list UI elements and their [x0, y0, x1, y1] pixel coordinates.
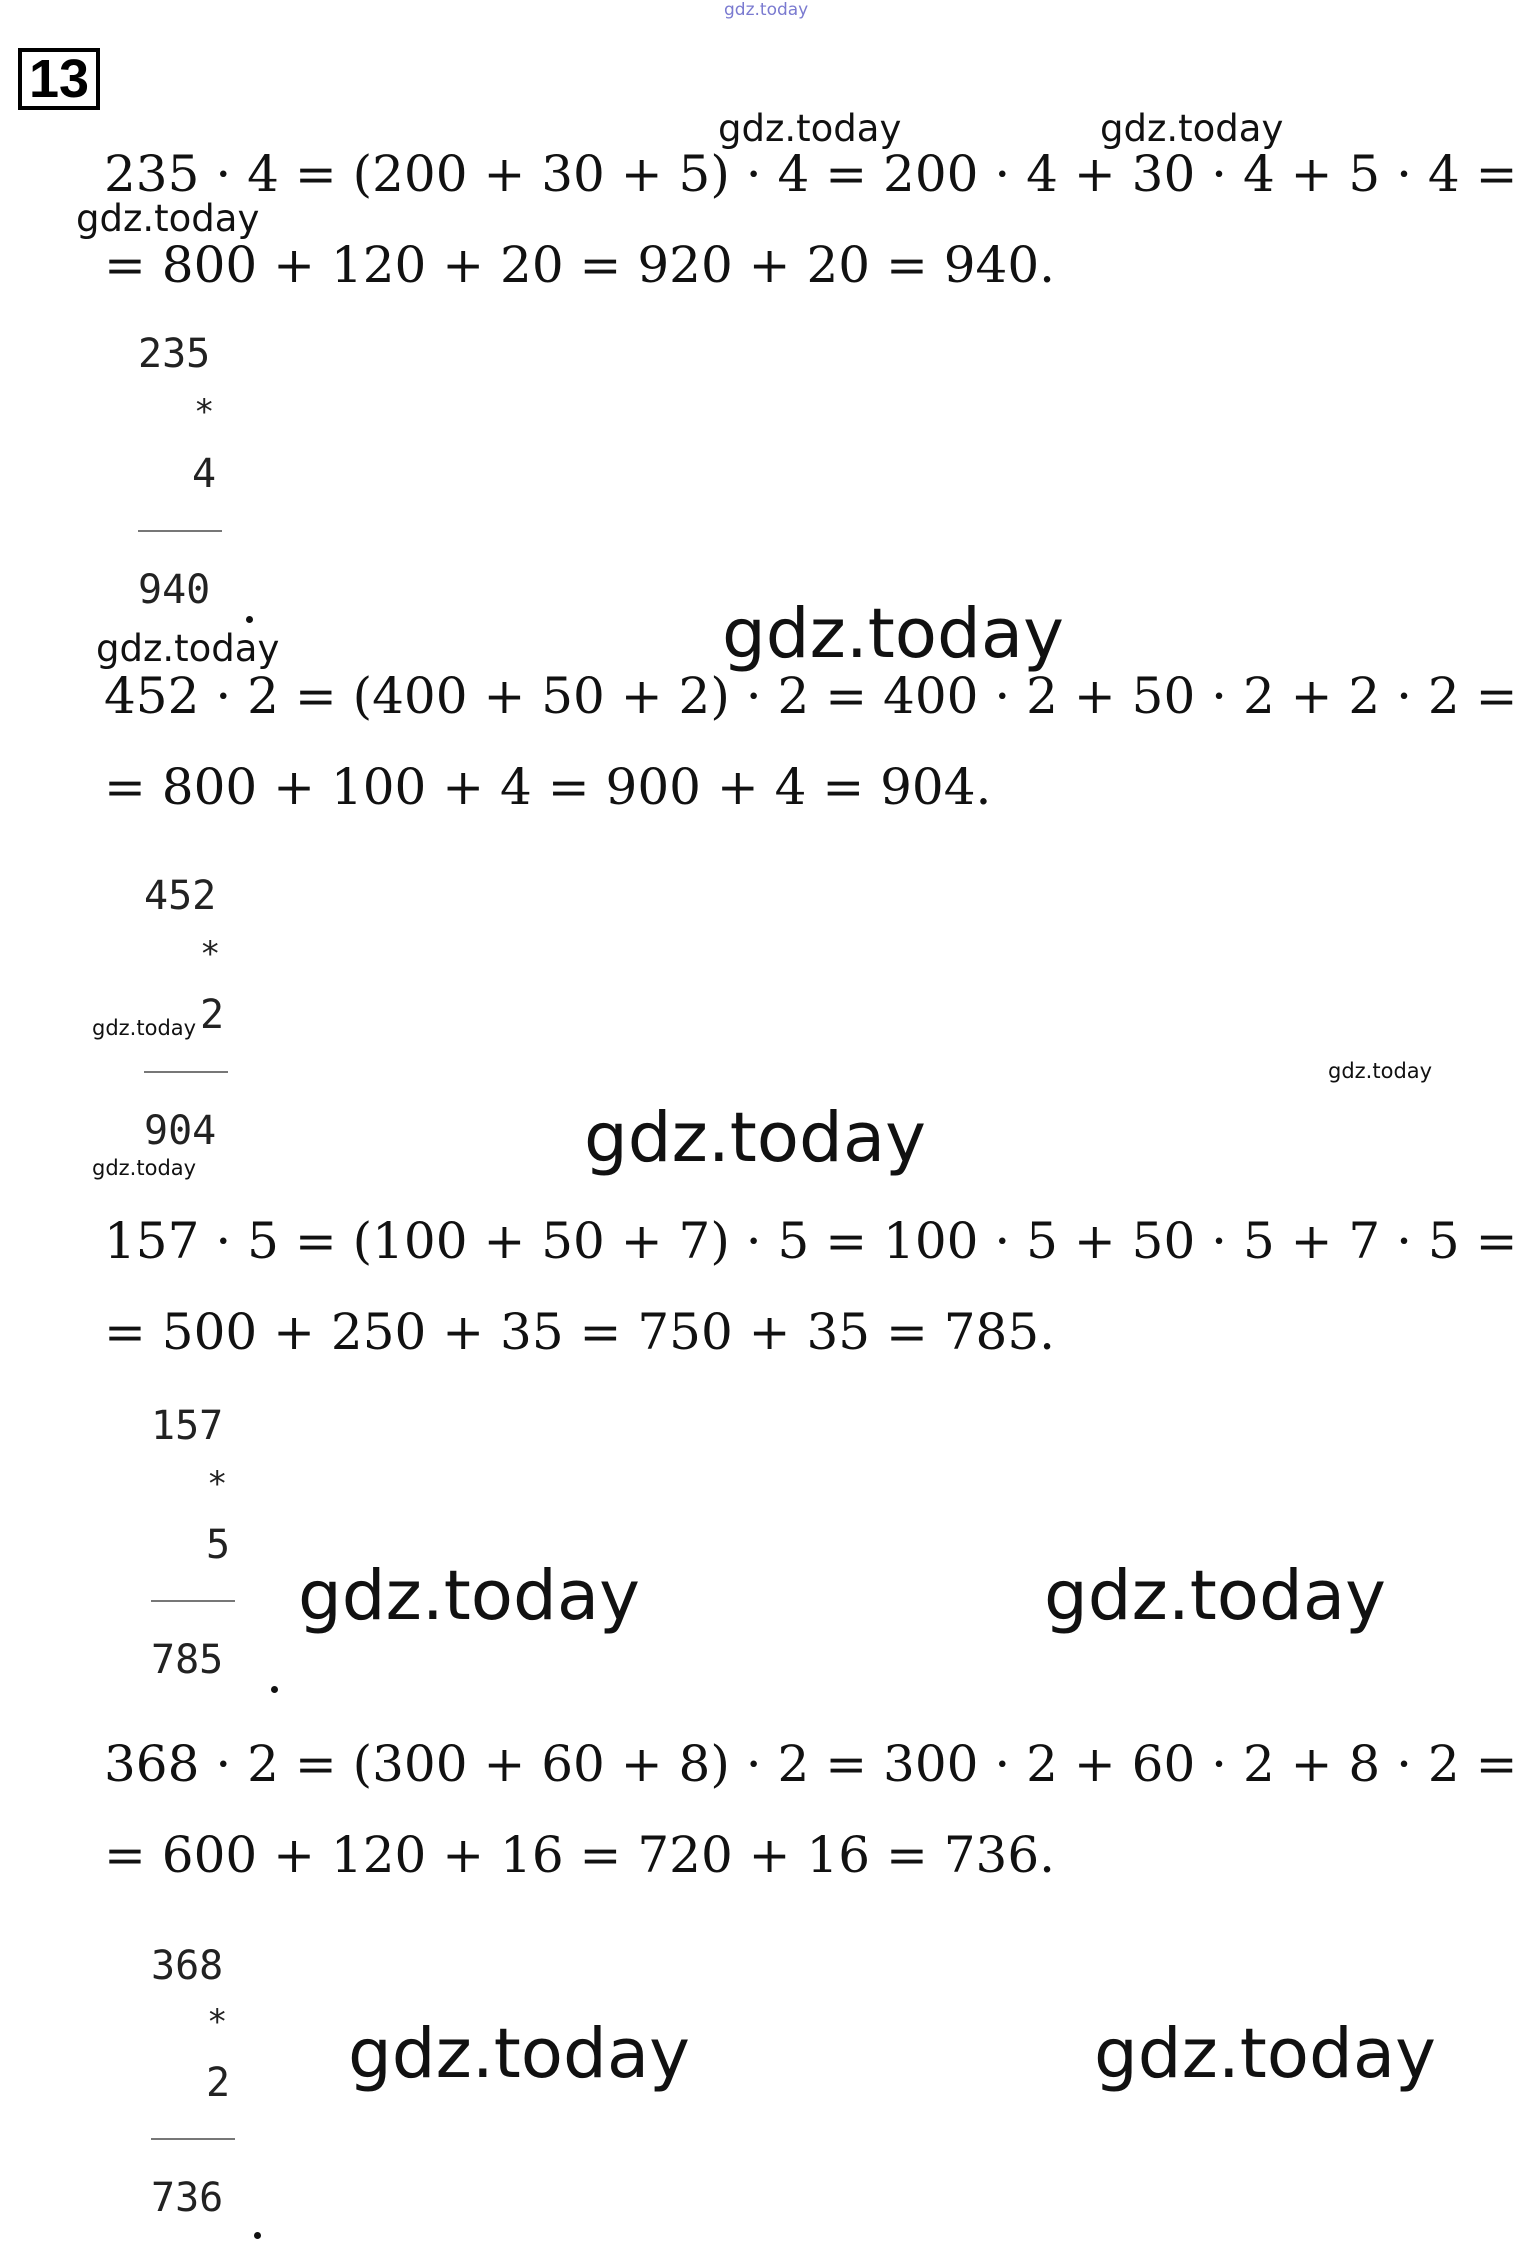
watermark: gdz.today: [92, 1156, 197, 1180]
equation-line-2: = 500 + 250 + 35 = 750 + 35 = 785.: [104, 1303, 1056, 1361]
column-rule: [138, 530, 222, 532]
watermark: gdz.today: [722, 594, 1064, 674]
task-number-badge: 13: [18, 48, 100, 110]
column-bottom-number: 2: [200, 992, 225, 1038]
equation-line-2: = 800 + 120 + 20 = 920 + 20 = 940.: [104, 236, 1056, 294]
equation-line-2: = 800 + 100 + 4 = 900 + 4 = 904.: [104, 758, 992, 816]
column-bottom-number: 4: [192, 451, 217, 497]
equation-line-2: = 600 + 120 + 16 = 720 + 16 = 736.: [104, 1826, 1056, 1884]
period-dot: [254, 2232, 261, 2239]
watermark: gdz.today: [96, 627, 280, 670]
column-result: 904: [144, 1108, 217, 1154]
equation-line-1: 368 · 2 = (300 + 60 + 8) · 2 = 300 · 2 + 60 · 2 + 8 · 2 =: [104, 1735, 1518, 1793]
watermark: gdz.today: [724, 0, 809, 20]
equation-line-1: 235 · 4 = (200 + 30 + 5) · 4 = 200 · 4 + 30 · 4 + 5 · 4 =: [104, 145, 1518, 203]
column-bottom-number: 5: [206, 1522, 231, 1568]
watermark: gdz.today: [1094, 2014, 1436, 2094]
column-top-number: 157: [151, 1403, 224, 1449]
column-rule: [144, 1071, 228, 1073]
column-operator: *: [207, 1464, 228, 1504]
column-operator: *: [207, 2002, 228, 2042]
column-bottom-number: 2: [206, 2060, 231, 2106]
period-dot: [246, 616, 253, 623]
column-operator: *: [194, 392, 215, 432]
column-top-number: 452: [144, 873, 217, 919]
watermark: gdz.today: [1328, 1059, 1433, 1083]
watermark: gdz.today: [1100, 107, 1284, 150]
column-rule: [151, 2138, 235, 2140]
column-result: 940: [138, 567, 211, 613]
watermark: gdz.today: [584, 1098, 926, 1178]
column-result: 785: [151, 1637, 224, 1683]
equation-line-1: 157 · 5 = (100 + 50 + 7) · 5 = 100 · 5 + 50 · 5 + 7 · 5 =: [104, 1212, 1518, 1270]
watermark: gdz.today: [76, 197, 260, 240]
watermark: gdz.today: [298, 1556, 640, 1636]
column-result: 736: [151, 2175, 224, 2221]
watermark: gdz.today: [1044, 1556, 1386, 1636]
watermark: gdz.today: [348, 2014, 690, 2094]
equation-line-1: 452 · 2 = (400 + 50 + 2) · 2 = 400 · 2 + 50 · 2 + 2 · 2 =: [104, 667, 1518, 725]
column-operator: *: [200, 934, 221, 974]
column-top-number: 235: [138, 331, 211, 377]
column-top-number: 368: [151, 1943, 224, 1989]
period-dot: [271, 1686, 278, 1693]
watermark: gdz.today: [718, 107, 902, 150]
column-rule: [151, 1600, 235, 1602]
watermark: gdz.today: [92, 1016, 197, 1040]
